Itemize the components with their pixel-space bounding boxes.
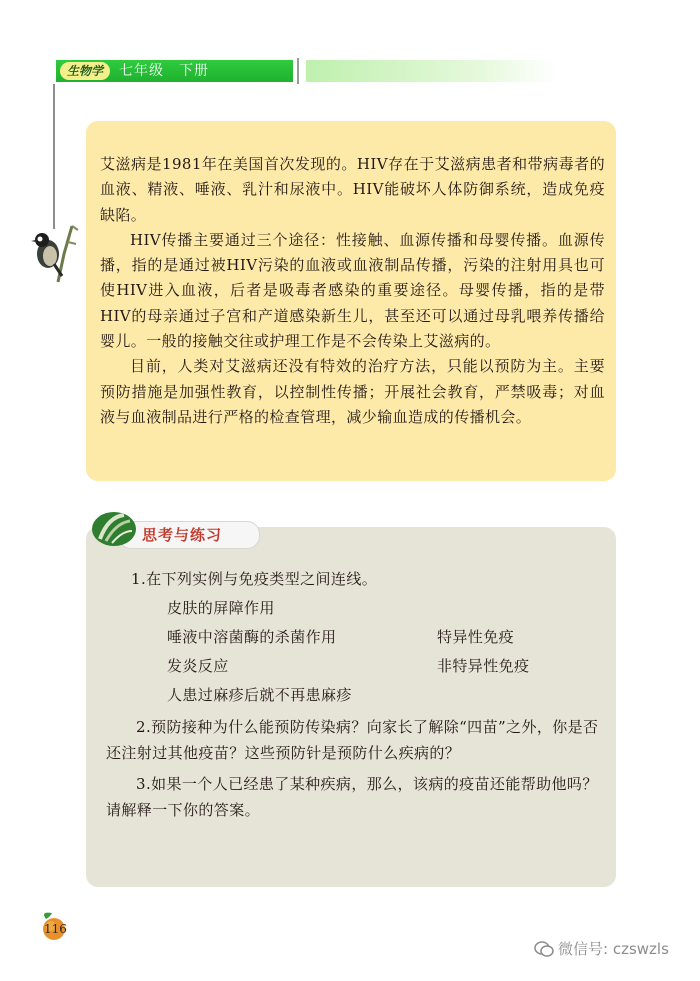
page-number <box>38 911 70 941</box>
example-item: 人患过麻疹后就不再患麻疹 <box>167 686 352 704</box>
question-1: 1.在下列实例与免疫类型之间连线。 <box>131 570 378 588</box>
exercise-content <box>106 565 606 823</box>
page-number-text: 116 <box>44 922 67 936</box>
question-2: 2.预防接种为什么能预防传染病？向家长了解除“四苗”之外，你是否还注射过其他疫苗？这些预防针是预防什么疾病的？ <box>106 718 599 762</box>
subject-badge: 生物学 <box>60 62 110 80</box>
example-item: 皮肤的屏障作用 <box>167 599 275 617</box>
example-item: 唾液中溶菌酶的杀菌作用 <box>167 628 337 646</box>
header-divider <box>297 58 299 84</box>
grade-title: 七年级 下册 <box>119 63 209 79</box>
matching-area <box>106 593 606 709</box>
immunity-type: 非特异性免疫 <box>437 657 530 675</box>
bird-illustration <box>28 224 80 284</box>
example-item: 发炎反应 <box>167 657 229 675</box>
header-gradient-band <box>306 60 556 82</box>
paragraph-transmission: HIV传播主要通过三个途径：性接触、血源传播和母婴传播。血源传播，指的是通过被HIV污染的血液或血液制品传播，污染的注射用具也可使HIV进入血液，后者是吸毒者感染的重要途径。母婴传播，指的是带HIV的母亲通过子宫和产道感染新生儿，甚至还可以通过母乳喂养传播给婴儿。一般的接触交往或护理工作是不会传染上艾滋病的。 <box>100 230 605 351</box>
exercise-title: 思考与练习 <box>142 526 223 544</box>
margin-line <box>53 84 55 229</box>
paragraph-prevention: 目前，人类对艾滋病还没有特效的治疗方法，只能以预防为主。主要预防措施是加强性教育，以控制性传播；开展社会教育，严禁吸毒；对血液与血液制品进行严格的检查管理，减少输血造成的传播机会。 <box>100 357 605 426</box>
leaf-icon <box>90 509 138 549</box>
immunity-type: 特异性免疫 <box>437 628 515 646</box>
paragraph-discovery: 艾滋病是1981年在美国首次发现的。HIV存在于艾滋病患者和带病毒者的血液、精液、唾液、乳汁和尿液中。HIV能破坏人体防御系统，造成免疫缺陷。 <box>100 155 605 224</box>
info-text <box>100 152 605 430</box>
wechat-watermark <box>534 938 669 960</box>
exercise-heading <box>90 509 262 549</box>
wechat-icon <box>534 940 554 958</box>
question-3: 3.如果一个人已经患了某种疾病，那么，该病的疫苗还能帮助他吗？请解释一下你的答案。 <box>106 775 598 819</box>
watermark-text: 微信号: czswzls <box>558 940 669 958</box>
